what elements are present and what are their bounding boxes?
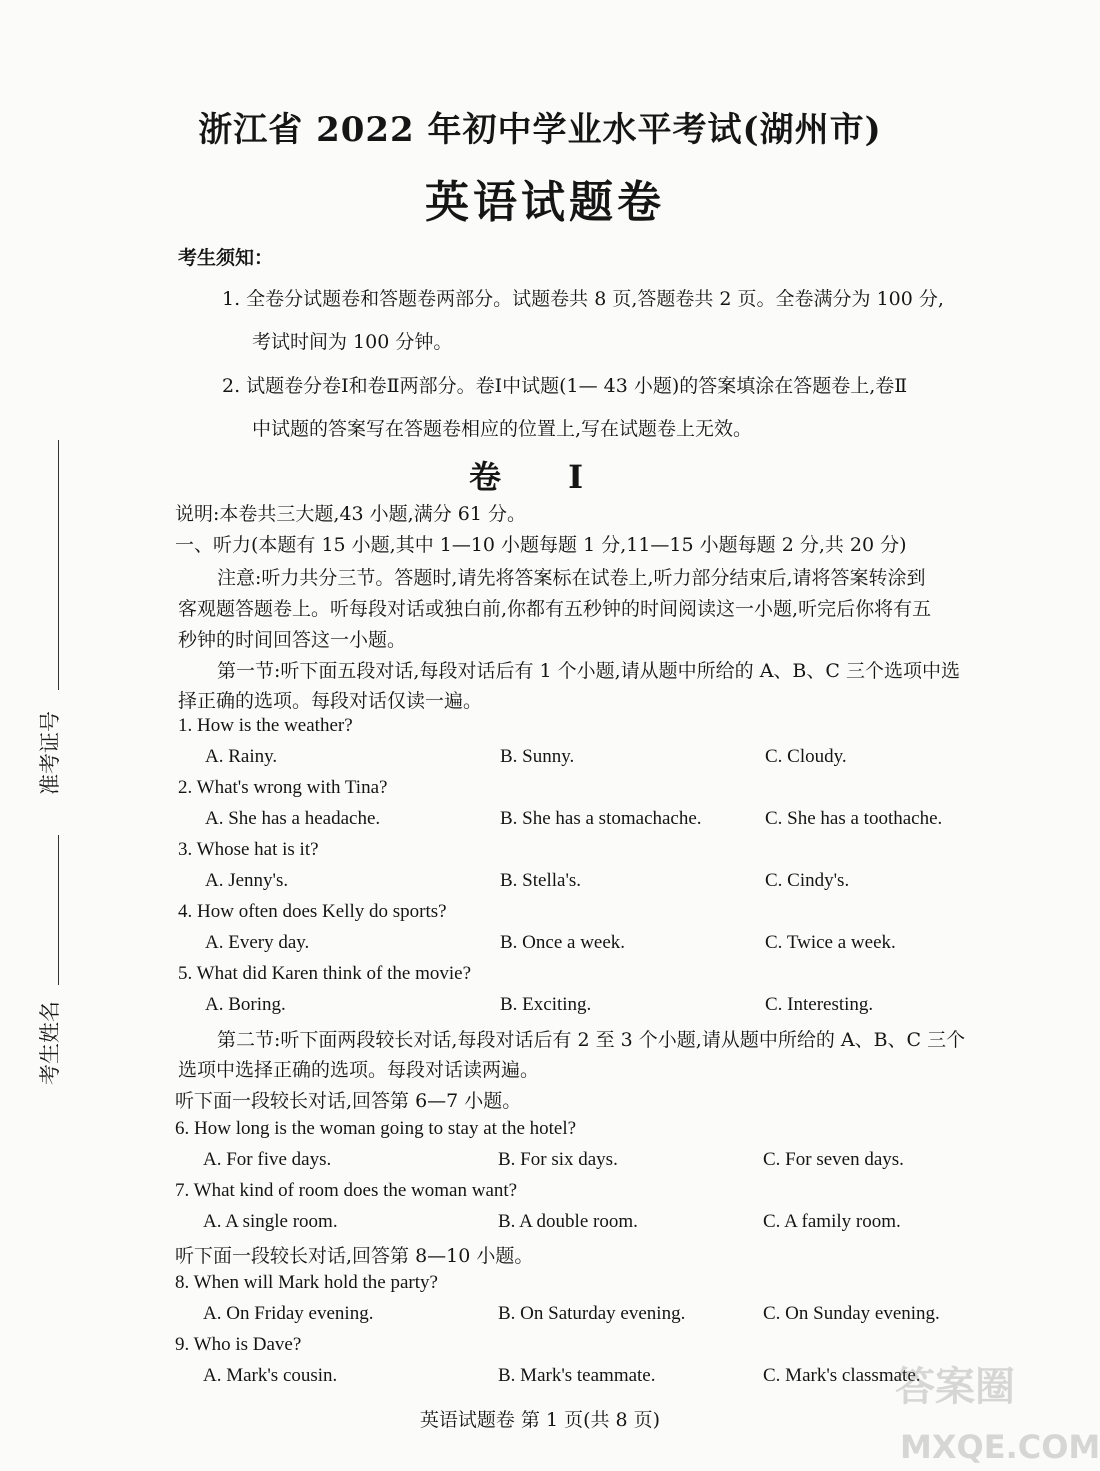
question-1-option-a: A. Rainy. bbox=[205, 746, 278, 767]
part-1-title: 一、听力(本题有 15 小题,其中 1—10 小题每题 1 分,11—15 小题每题 2 分,共 20 分) bbox=[175, 534, 907, 556]
question-2: 2. What's wrong with Tina? bbox=[178, 777, 388, 798]
question-7: 7. What kind of room does the woman want? bbox=[175, 1180, 518, 1201]
question-3: 3. Whose hat is it? bbox=[178, 839, 319, 860]
question-1: 1. How is the weather? bbox=[178, 715, 353, 736]
section-1-instructions-line-1: 第一节:听下面五段对话,每段对话后有 1 个小题,请从题中所给的 A、B、C 三个选项中选 bbox=[217, 660, 960, 682]
watermark-url: MXQE.COM bbox=[900, 1428, 1100, 1466]
question-8-option-a: A. On Friday evening. bbox=[203, 1303, 374, 1324]
exam-subtitle: 英语试题卷 bbox=[425, 177, 665, 228]
question-4-option-c: C. Twice a week. bbox=[765, 932, 896, 953]
question-9-option-b: B. Mark's teammate. bbox=[498, 1365, 656, 1386]
dialog-2-instruction: 听下面一段较长对话,回答第 8—10 小题。 bbox=[175, 1245, 534, 1267]
notice-item-2-line-2: 中试题的答案写在答题卷相应的位置上,写在试题卷上无效。 bbox=[252, 418, 753, 440]
exam-title: 浙江省 2022 年初中学业水平考试(湖州市) bbox=[198, 110, 882, 150]
note-line-1: 注意:听力共分三节。答题时,请先将答案标在试卷上,听力部分结束后,请将答案转涂到 bbox=[217, 567, 926, 589]
question-6: 6. How long is the woman going to stay at the hotel? bbox=[175, 1118, 577, 1139]
question-4: 4. How often does Kelly do sports? bbox=[178, 901, 447, 922]
question-5-option-c: C. Interesting. bbox=[765, 994, 874, 1015]
note-line-2: 客观题答题卷上。听每段对话或独白前,你都有五秒钟的时间阅读这一小题,听完后你将有五 bbox=[178, 598, 932, 620]
question-5: 5. What did Karen think of the movie? bbox=[178, 963, 472, 984]
question-8: 8. When will Mark hold the party? bbox=[175, 1272, 438, 1293]
exam-id-label: 准考证号 bbox=[38, 711, 62, 795]
question-5-option-b: B. Exciting. bbox=[500, 994, 592, 1015]
question-9: 9. Who is Dave? bbox=[175, 1334, 302, 1355]
name-line bbox=[58, 835, 59, 985]
section-1-instructions-line-2: 择正确的选项。每段对话仅读一遍。 bbox=[178, 690, 483, 712]
question-6-option-a: A. For five days. bbox=[203, 1149, 332, 1170]
question-2-option-a: A. She has a headache. bbox=[205, 808, 381, 829]
question-9-option-a: A. Mark's cousin. bbox=[203, 1365, 338, 1386]
question-3-option-b: B. Stella's. bbox=[500, 870, 582, 891]
question-7-option-b: B. A double room. bbox=[498, 1211, 638, 1232]
question-7-option-a: A. A single room. bbox=[203, 1211, 338, 1232]
page-footer: 英语试题卷 第 1 页(共 8 页) bbox=[419, 1409, 661, 1431]
question-4-option-a: A. Every day. bbox=[205, 932, 310, 953]
question-3-option-c: C. Cindy's. bbox=[765, 870, 850, 891]
notice-item-2-line-1: 2. 试题卷分卷Ⅰ和卷Ⅱ两部分。卷Ⅰ中试题(1— 43 小题)的答案填涂在答题卷上,卷Ⅱ bbox=[222, 375, 908, 397]
question-6-option-c: C. For seven days. bbox=[763, 1149, 904, 1170]
question-2-option-c: C. She has a toothache. bbox=[765, 808, 943, 829]
question-7-option-c: C. A family room. bbox=[763, 1211, 901, 1232]
question-9-option-c: C. Mark's classmate. bbox=[763, 1365, 921, 1386]
section-2-instructions-line-1: 第二节:听下面两段较长对话,每段对话后有 2 至 3 个小题,请从题中所给的 A、B、C 三个 bbox=[217, 1029, 966, 1051]
note-line-3: 秒钟的时间回答这一小题。 bbox=[178, 629, 407, 651]
question-1-option-b: B. Sunny. bbox=[500, 746, 575, 767]
section-2-instructions-line-2: 选项中选择正确的选项。每段对话读两遍。 bbox=[178, 1059, 540, 1081]
question-1-option-c: C. Cloudy. bbox=[765, 746, 847, 767]
question-3-option-a: A. Jenny's. bbox=[205, 870, 289, 891]
section-title: 卷 Ⅰ bbox=[468, 458, 612, 496]
question-5-option-a: A. Boring. bbox=[205, 994, 286, 1015]
notice-item-1-line-1: 1. 全卷分试题卷和答题卷两部分。试题卷共 8 页,答题卷共 2 页。全卷满分为 100 分, bbox=[222, 288, 944, 310]
question-4-option-b: B. Once a week. bbox=[500, 932, 626, 953]
section-description: 说明:本卷共三大题,43 小题,满分 61 分。 bbox=[175, 503, 526, 525]
question-6-option-b: B. For six days. bbox=[498, 1149, 618, 1170]
name-label: 考生姓名 bbox=[38, 1001, 62, 1085]
watermark-logo: 答案圈 bbox=[895, 1364, 1015, 1410]
exam-id-line bbox=[58, 440, 59, 690]
question-8-option-b: B. On Saturday evening. bbox=[498, 1303, 686, 1324]
dialog-1-instruction: 听下面一段较长对话,回答第 6—7 小题。 bbox=[175, 1090, 522, 1112]
question-2-option-b: B. She has a stomachache. bbox=[500, 808, 702, 829]
notice-title: 考生须知： bbox=[178, 247, 274, 269]
notice-item-1-line-2: 考试时间为 100 分钟。 bbox=[252, 331, 453, 353]
question-8-option-c: C. On Sunday evening. bbox=[763, 1303, 940, 1324]
